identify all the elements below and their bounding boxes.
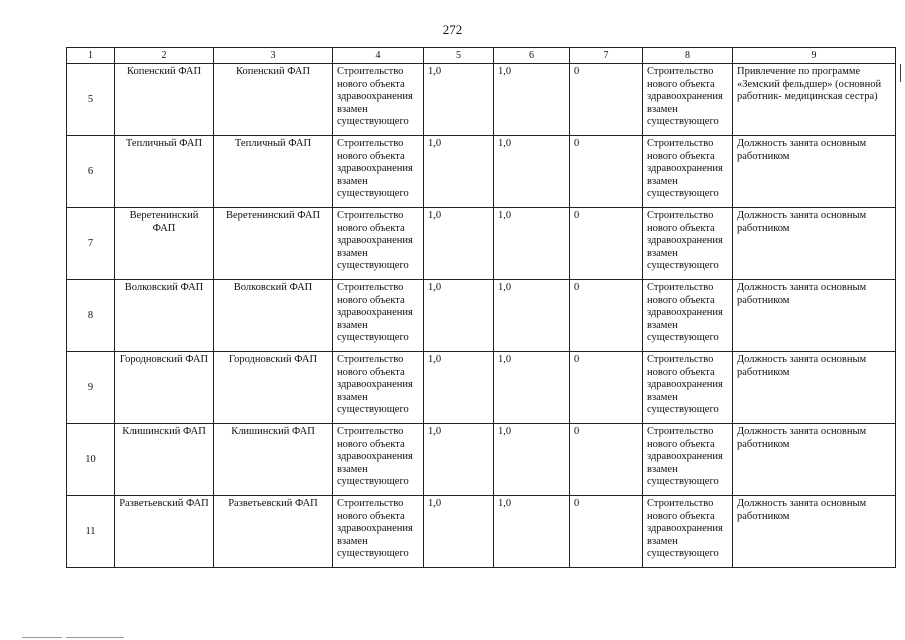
data-table bbox=[66, 47, 896, 568]
scan-artifact-line bbox=[66, 637, 124, 638]
value-col5: 1,0 bbox=[424, 136, 494, 208]
value-col6: 1,0 bbox=[494, 64, 570, 136]
column-header: 5 bbox=[424, 48, 494, 64]
planned-work: Строительство нового объекта здравоохранения взамен существующего bbox=[643, 64, 733, 136]
value-col6: 1,0 bbox=[494, 208, 570, 280]
value-col5: 1,0 bbox=[424, 352, 494, 424]
facility-object: Городновский ФАП bbox=[214, 352, 333, 424]
planned-work: Строительство нового объекта здравоохранения взамен существующего bbox=[643, 496, 733, 568]
row-number: 6 bbox=[67, 136, 115, 208]
page-number: 272 bbox=[442, 22, 463, 37]
column-header: 9 bbox=[733, 48, 896, 64]
column-header: 2 bbox=[115, 48, 214, 64]
value-col7: 0 bbox=[570, 424, 643, 496]
value-col6: 1,0 bbox=[494, 496, 570, 568]
value-col7: 0 bbox=[570, 64, 643, 136]
facility-object: Клишинский ФАП bbox=[214, 424, 333, 496]
column-header: 3 bbox=[214, 48, 333, 64]
value-col7: 0 bbox=[570, 280, 643, 352]
table-row bbox=[67, 136, 896, 208]
work-type: Строительство нового объекта здравоохранения взамен существующего bbox=[333, 352, 424, 424]
column-header: 8 bbox=[643, 48, 733, 64]
planned-work: Строительство нового объекта здравоохранения взамен существующего bbox=[643, 352, 733, 424]
facility-object: Тепличный ФАП bbox=[214, 136, 333, 208]
planned-work: Строительство нового объекта здравоохранения взамен существующего bbox=[643, 208, 733, 280]
header-row bbox=[67, 48, 896, 64]
staffing-note: Должность занята основным работником bbox=[733, 136, 896, 208]
table-row bbox=[67, 280, 896, 352]
work-type: Строительство нового объекта здравоохранения взамен существующего bbox=[333, 208, 424, 280]
facility-name: Волковский ФАП bbox=[115, 280, 214, 352]
table-row bbox=[67, 496, 896, 568]
table-row bbox=[67, 352, 896, 424]
work-type: Строительство нового объекта здравоохранения взамен существующего bbox=[333, 424, 424, 496]
planned-work: Строительство нового объекта здравоохранения взамен существующего bbox=[643, 136, 733, 208]
work-type: Строительство нового объекта здравоохранения взамен существующего bbox=[333, 280, 424, 352]
row-number: 7 bbox=[67, 208, 115, 280]
facility-object: Волковский ФАП bbox=[214, 280, 333, 352]
value-col6: 1,0 bbox=[494, 352, 570, 424]
row-number: 11 bbox=[67, 496, 115, 568]
row-number: 5 bbox=[67, 64, 115, 136]
facility-name: Веретенинский ФАП bbox=[115, 208, 214, 280]
facility-name: Городновский ФАП bbox=[115, 352, 214, 424]
facility-name: Копенский ФАП bbox=[115, 64, 214, 136]
facility-object: Копенский ФАП bbox=[214, 64, 333, 136]
facility-object: Веретенинский ФАП bbox=[214, 208, 333, 280]
value-col5: 1,0 bbox=[424, 64, 494, 136]
facility-name: Тепличный ФАП bbox=[115, 136, 214, 208]
value-col5: 1,0 bbox=[424, 208, 494, 280]
table-row bbox=[67, 424, 896, 496]
column-header: 7 bbox=[570, 48, 643, 64]
row-number: 8 bbox=[67, 280, 115, 352]
staffing-note: Должность занята основным работником bbox=[733, 208, 896, 280]
column-header: 6 bbox=[494, 48, 570, 64]
facility-object: Разветьевский ФАП bbox=[214, 496, 333, 568]
value-col7: 0 bbox=[570, 352, 643, 424]
work-type: Строительство нового объекта здравоохранения взамен существующего bbox=[333, 136, 424, 208]
staffing-note: Должность занята основным работником bbox=[733, 352, 896, 424]
value-col5: 1,0 bbox=[424, 280, 494, 352]
work-type: Строительство нового объекта здравоохранения взамен существующего bbox=[333, 496, 424, 568]
row-number: 9 bbox=[67, 352, 115, 424]
value-col6: 1,0 bbox=[494, 136, 570, 208]
value-col7: 0 bbox=[570, 208, 643, 280]
planned-work: Строительство нового объекта здравоохранения взамен существующего bbox=[643, 280, 733, 352]
scan-artifact-line bbox=[22, 637, 62, 638]
staffing-note: Должность занята основным работником bbox=[733, 280, 896, 352]
value-col6: 1,0 bbox=[494, 280, 570, 352]
staffing-note: Должность занята основным работником bbox=[733, 496, 896, 568]
table-row bbox=[67, 64, 896, 136]
staffing-note: Должность занята основным работником bbox=[733, 424, 896, 496]
value-col6: 1,0 bbox=[494, 424, 570, 496]
row-number: 10 bbox=[67, 424, 115, 496]
column-header: 4 bbox=[333, 48, 424, 64]
staffing-note: Привлечение по программе «Земский фельдшер» (основной работник- медицинская сестра) bbox=[733, 64, 896, 136]
value-col7: 0 bbox=[570, 136, 643, 208]
value-col5: 1,0 bbox=[424, 496, 494, 568]
value-col5: 1,0 bbox=[424, 424, 494, 496]
table-row bbox=[67, 208, 896, 280]
value-col7: 0 bbox=[570, 496, 643, 568]
scan-edge-mark bbox=[900, 64, 901, 82]
facility-name: Разветьевский ФАП bbox=[115, 496, 214, 568]
facility-name: Клишинский ФАП bbox=[115, 424, 214, 496]
column-header: 1 bbox=[67, 48, 115, 64]
planned-work: Строительство нового объекта здравоохранения взамен существующего bbox=[643, 424, 733, 496]
work-type: Строительство нового объекта здравоохранения взамен существующего bbox=[333, 64, 424, 136]
